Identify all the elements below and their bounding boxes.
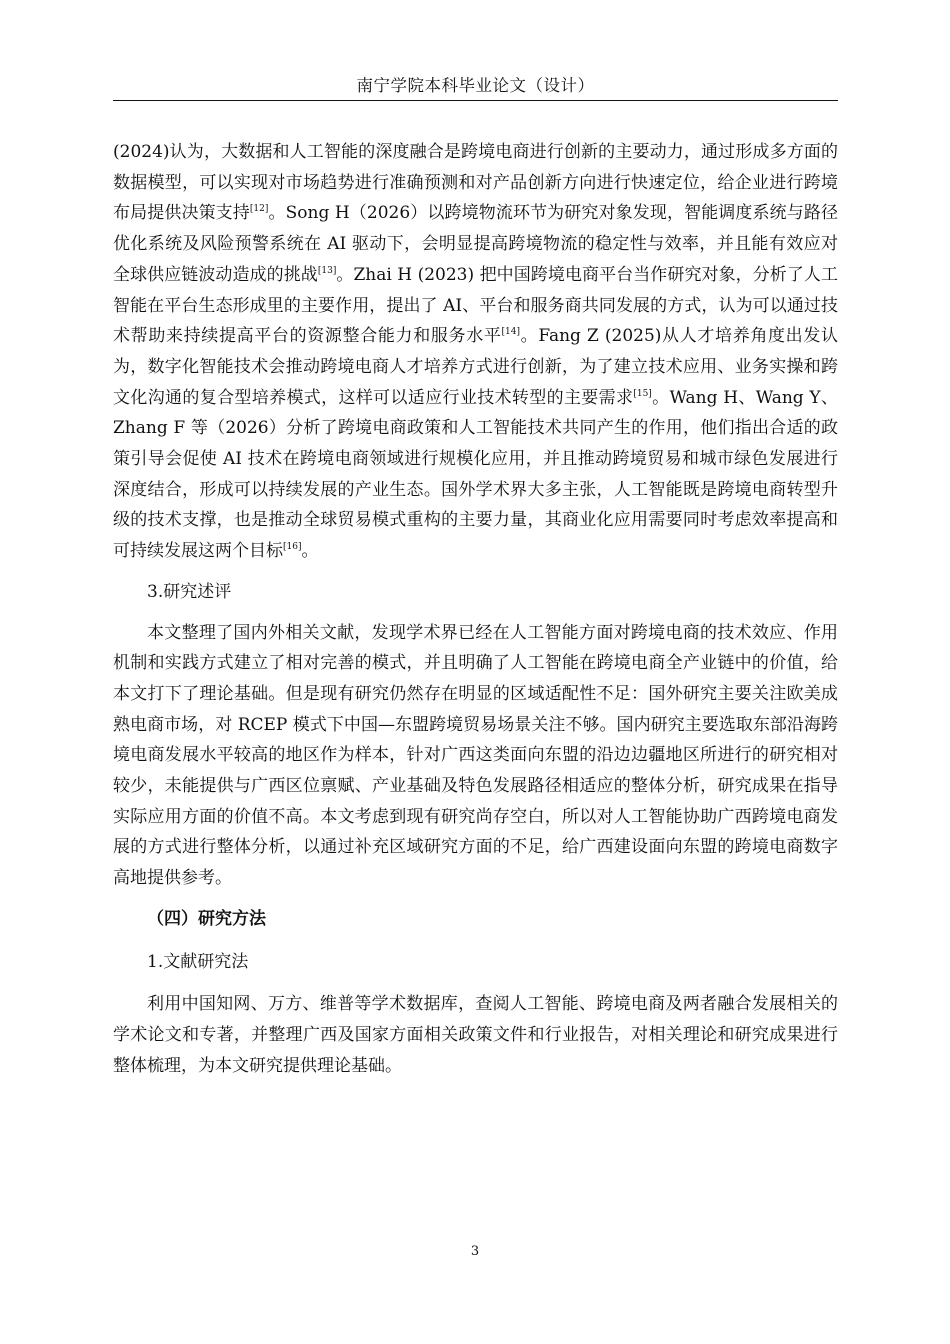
text-segment: 。Song H（2026）以跨境物流环节为研究对象发现，智能调度系统与路径优化系统及风险预警系统在 AI 驱动下，会明显提高跨境物流的稳定性与效率，并且能有效应对全球供应链波动造成的挑战 xyxy=(113,203,838,285)
header-rule xyxy=(113,100,838,101)
section-heading-methods: （四）研究方法 xyxy=(147,908,266,929)
text-segment: 。Zhai H (2023) 把中国跨境电商平台当作研究对象，分析了人工智能在平台生态形成里的主要作用，提出了 AI、平台和服务商共同发展的方式，认为可以通过技术帮助来持续提高平台的资源整合能力和服务水平 xyxy=(113,264,839,347)
section-heading-review: 3.研究述评 xyxy=(147,581,232,602)
citation-16: [16] xyxy=(283,542,302,553)
citation-12: [12] xyxy=(249,204,269,215)
text-segment: 。Fang Z (2025)从人才培养角度出发认为，数字化智能技术会推动跨境电商人才培养方式进行创新，为了建立技术应用、业务实操和跨文化沟通的复合型培养模式，这样可以适应行业技术转型的主要需求 xyxy=(113,326,838,408)
text-segment: 。Wang H、Wang Y、Zhang F 等（2026）分析了跨境电商政策和人工智能技术共同产生的作用，他们指出合适的政策引导会促使 AI 技术在跨境电商领域进行规模化应用，并且推动跨境贸易和城市绿色发展进行深度结合，形成可以持续发展的产业生态。国外学术界大多主张，人工智能既是跨境电商转型升级的技术支撑，也是推动全球贸易模式重构的主要力量，其商业化应用需要同时考虑效率提高和可持续发展这两个目标 xyxy=(113,387,839,562)
paragraph-review: 本文整理了国内外相关文献，发现学术界已经在人工智能方面对跨境电商的技术效应、作用机制和实践方式建立了相对完善的模式，并且明确了人工智能在跨境电商全产业链中的价值，给本文打下了理论基础。但是现有研究仍然存在明显的区域适配性不足：国外研究主要关注欧美成熟电商市场，对 RCEP 模式下中国—东盟跨境贸易场景关注不够。国内研究主要选取东部沿海跨境电商发展水平较高的地区作为样本，针对广西这类面向东盟的沿边边疆地区所进行的研究相对较少，未能提供与广西区位禀赋、产业基础及特色发展路径相适应的整体分析，研究成果在指导实际应用方面的价值不高。本文考虑到现有研究尚存空白，所以对人工智能协助广西跨境电商发展的方式进行整体分析，以通过补充区域研究方面的不足，给广西建设面向东盟的跨境电商数字高地提供参考。 xyxy=(113,622,838,889)
page-number: 3 xyxy=(470,1244,480,1259)
text-segment: 。 xyxy=(301,541,319,562)
citation-14: [14] xyxy=(501,327,520,338)
citation-15: [15] xyxy=(633,388,652,399)
body-text xyxy=(113,137,838,1081)
paragraph-foreign-literature xyxy=(113,137,838,567)
subsection-heading-literature-method: 1.文献研究法 xyxy=(147,951,249,972)
text-segment: (2024)认为，大数据和人工智能的深度融合是跨境电商进行创新的主要动力，通过形成多方面的数据模型，可以实现对市场趋势进行准确预测和对产品创新方向进行快速定位，给企业进行跨境布局提供决策支持 xyxy=(113,142,838,224)
running-header: 南宁学院本科毕业论文（设计） xyxy=(356,76,595,95)
citation-13: [13] xyxy=(317,265,337,276)
paragraph-literature-method: 利用中国知网、万方、维普等学术数据库，查阅人工智能、跨境电商及两者融合发展相关的学术论文和专著，并整理广西及国家方面相关政策文件和行业报告，对相关理论和研究成果进行整体梳理，为本文研究提供理论基础。 xyxy=(113,994,838,1076)
